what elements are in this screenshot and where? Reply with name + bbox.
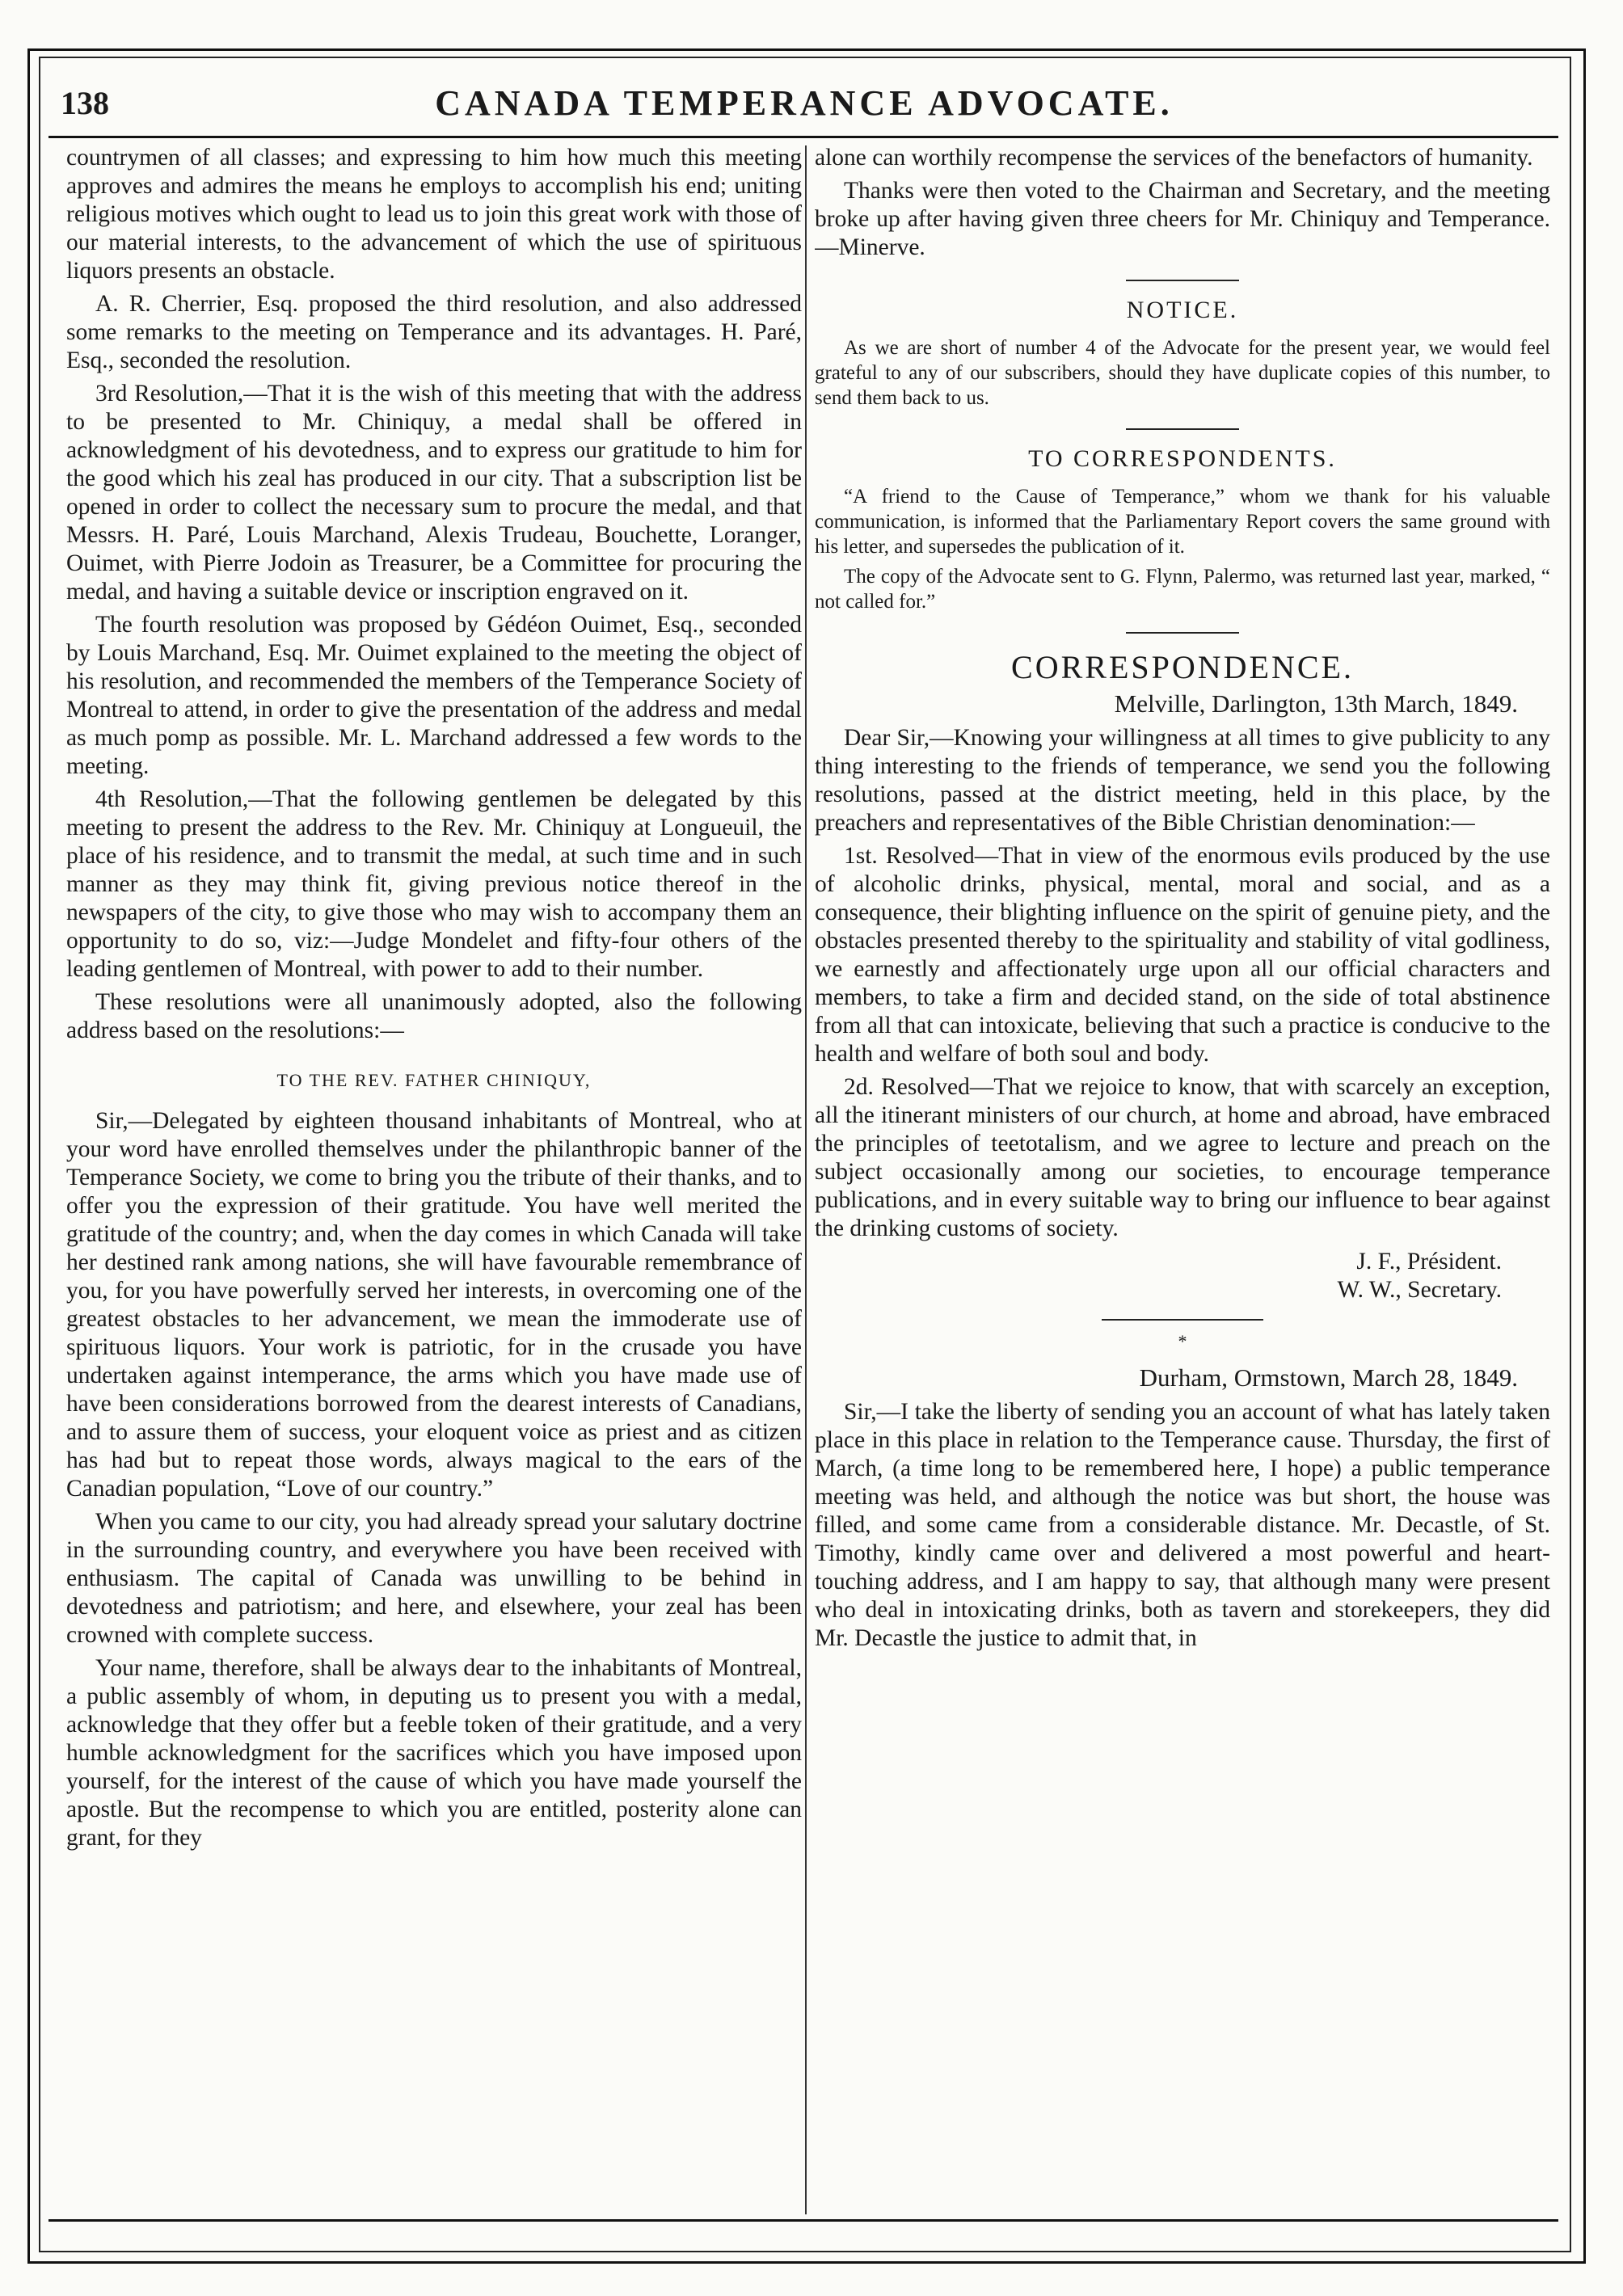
paragraph: Thanks were then voted to the Chairman and Secretary, and the meeting broke up after having given three cheers for Mr. Chiniquy and Temperance.—Minerve. (815, 178, 1550, 260)
paragraph: Your name, therefore, shall be always dear to the inhabitants of Montreal, a public assembly of whom, in deputing us to present you with a medal, acknowledge that they offer but a feeble token of their gratitude, and a very humble acknowledgment for the sacrifices which you have imposed upon yourself, for the interest of the cause of which you have made yourself the apostle. But the recompense to which you are entitled, posterity alone can grant, for they (66, 1655, 802, 1851)
paragraph: 3rd Resolution,—That it is the wish of this meeting that with the address to be presented to Mr. Chiniquy, a medal shall be offered in acknowledgment of his devotedness, and to express our gratitude to him for the good which his zeal has produced in our city. That a subscription list be opened in order to collect the necessary sum to procure the medal, and that Messrs. H. Paré, Louis Marchand, Alexis Trudeau, Bouchette, Loranger, Ouimet, with Pierre Jodoin as Treasurer, be a Committee for procuring the medal, and having a suitable device or inscription engraved on it. (66, 381, 802, 605)
page-number: 138 (61, 84, 109, 121)
column-divider (805, 145, 807, 2214)
correspondence-heading: CORRESPONDENCE. (1011, 649, 1354, 685)
paragraph: When you came to our city, you had already spread your salutary doctrine in the surrounding country, and everywhere you have been received with enthusiasm. The capital of Canada was unwilling to be behind in devotedness and patriotism; and here, and elsewhere, your zeal has been crowned with complete success. (66, 1509, 802, 1648)
paragraph: “A friend to the Cause of Temperance,” whom we thank for his valuable communication, is informed that the Parliamentary Report covers the same ground with his letter, and supersedes the publication of it. (815, 486, 1550, 558)
paragraph: Dear Sir,—Knowing your willingness at all times to give publicity to any thing interesting to the friends of temperance, we send you the following resolutions, passed at the district meeting, held in this place, by the preachers and representatives of the Bible Christian denomination:— (815, 725, 1550, 836)
section-rule (1126, 632, 1239, 634)
left-column (66, 144, 802, 2213)
paragraph: 2d. Resolved—That we rejoice to know, that with scarcely an exception, all the itinerant ministers of our church, at home and abroad, have embraced the principles of teetotalism, and we agree to lecture and preach on the subject occasionally among our societies, to encourage temperance publications, and in every suitable way to bring our influence to bear against the drinking customs of society. (815, 1074, 1550, 1241)
paragraph: The copy of the Advocate sent to G. Flynn, Palermo, was returned last year, marked, “ not called for.” (815, 566, 1550, 613)
dateline: Durham, Ormstown, March 28, 1849. (1139, 1363, 1518, 1392)
correspondents-heading: TO CORRESPONDENTS. (1028, 445, 1337, 472)
paragraph: 1st. Resolved—That in view of the enormous evils produced by the use of alcoholic drinks, physical, mental, moral and social, and as a consequence, their blighting influence on the spirit of genuine piety, and the obstacles presented thereby to the spirituality and stability of vital godliness, we earnestly and affectionately urge upon all our official characters and members, to take a firm and decided stand, on the side of total abstinence from all that can intoxicate, believing that such a practice is conducive to the health and welfare of both soul and body. (815, 843, 1550, 1067)
address-title: TO THE REV. FATHER CHINIQUY, (276, 1070, 592, 1090)
journal-title: CANADA TEMPERANCE ADVOCATE. (435, 82, 1174, 123)
section-rule (1126, 280, 1239, 281)
header-rule (48, 136, 1558, 138)
paragraph: These resolutions were all unanimously adopted, also the following address based on the resolutions:— (66, 989, 802, 1043)
notice-heading: NOTICE. (1126, 297, 1239, 323)
paragraph: alone can worthily recompense the services of the benefactors of humanity. (815, 145, 1533, 171)
section-rule (1126, 428, 1239, 430)
signature: J. F., Président. (1356, 1249, 1502, 1274)
paragraph: The fourth resolution was proposed by Gédéon Ouimet, Esq., seconded by Louis Marchand, Esq. Mr. Ouimet explained to the meeting the object of his resolution, and recommended the members of the Temperance Society of Montreal to attend, in order to give the presentation of the address and medal as much pomp as possible. Mr. L. Marchand addressed a few words to the meeting. (66, 612, 802, 779)
section-rule (1102, 1319, 1263, 1321)
paragraph: Sir,—Delegated by eighteen thousand inhabitants of Montreal, who at your word have enrolled themselves under the philanthropic banner of the Temperance Society, we come to bring you the tribute of their thanks, and to offer you the expression of their gratitude. You have well merited the gratitude of the country; and, when the day comes in which Canada will take her destined rank among nations, she will have favourable remembrance of you, for you have powerfully served her interests, in overcoming one of the greatest obstacles to her advancement, we mean the immoderate use of spirituous liquors. Your work is patriotic, for in the crusade you have undertaken against intemperance, the arms which you have made use of have been considerations borrowed from the dearest interests of Canadians, and to assure them of success, your eloquent voice as priest and as citizen has had but to repeat those words, always magical to the ears of the Canadian population, “Love of our country.” (66, 1108, 802, 1502)
paragraph: countrymen of all classes; and expressing to him how much this meeting approves and admires the means he employs to accomplish his end; uniting religious motives which ought to lead us to join this great work with those of our material interests, to the advancement of which the use of spirituous liquors presents an obstacle. (66, 145, 802, 284)
signature: W. W., Secretary. (1337, 1277, 1502, 1303)
paragraph: Sir,—I take the liberty of sending you an account of what has lately taken place in this place in relation to the Temperance cause. Thursday, the first of March, (a time long to be remembered here, I hope) a public temperance meeting was held, and although the notice was but short, the house was filled, and some came from a considerable distance. Mr. Decastle, of St. Timothy, kindly came over and delivered a most powerful and heart-touching address, and I am happy to say, that although many were present who deal in intoxicating drinks, both as tavern and storekeepers, they did Mr. Decastle the justice to admit that, in (815, 1399, 1550, 1651)
right-column (815, 144, 1550, 2213)
paragraph: A. R. Cherrier, Esq. proposed the third resolution, and also addressed some remarks to the meeting on Temperance and its advantages. H. Paré, Esq., seconded the resolution. (66, 291, 802, 373)
page-header (61, 74, 1548, 131)
star-ornament: * (1178, 1331, 1187, 1351)
dateline: Melville, Darlington, 13th March, 1849. (1114, 689, 1518, 718)
paragraph: 4th Resolution,—That the following gentlemen be delegated by this meeting to present the address to the Rev. Mr. Chiniquy at Longueuil, the place of his residence, and to transmit the medal, at such time and in such manner as they may think fit, giving previous notice thereof in the newspapers of the city, to give those who may wish to accompany them an opportunity to do so, viz:—Judge Mondelet and fifty-four others of the leading gentlemen of Montreal, with power to add to their number. (66, 786, 802, 982)
notice-text: As we are short of number 4 of the Advocate for the present year, we would feel grateful to any of our subscribers, should they have duplicate copies of this number, to send them back to us. (815, 337, 1550, 409)
bottom-rule (48, 2219, 1558, 2222)
